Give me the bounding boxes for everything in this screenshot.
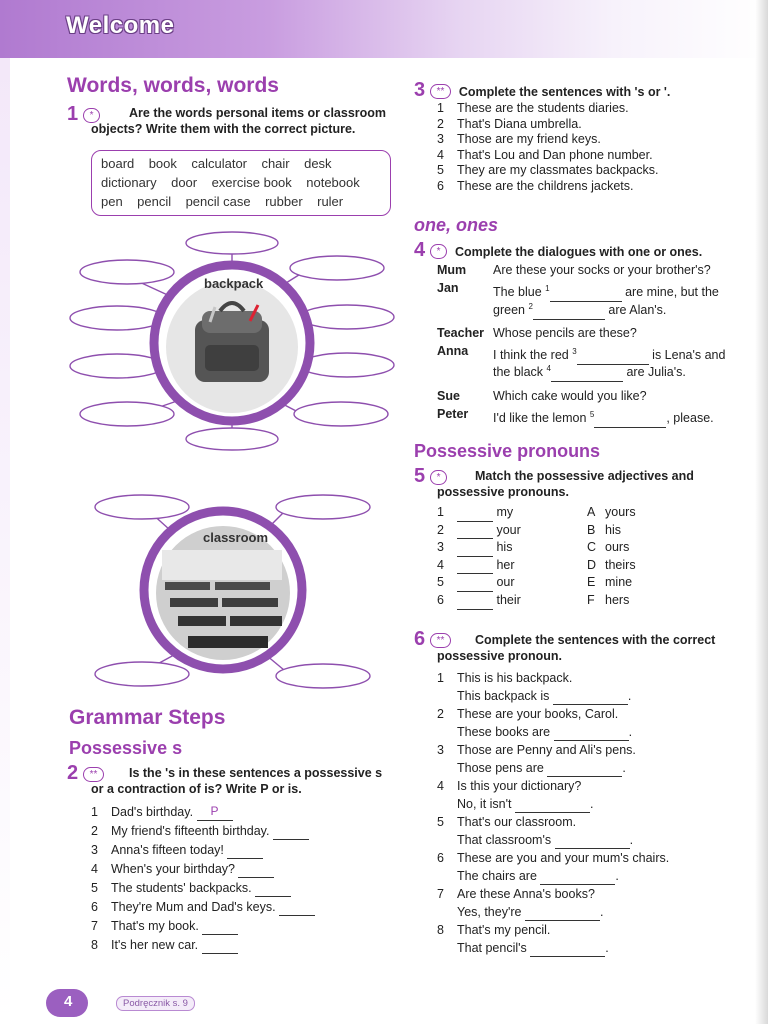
speaker: Teacher: [437, 326, 485, 340]
answer-input[interactable]: [238, 877, 274, 878]
answer-input[interactable]: [457, 609, 493, 610]
textbook-reference: Podręcznik s. 9: [116, 996, 195, 1011]
list-item: 3 Those are my friend keys.: [437, 132, 601, 147]
word: pencil case: [185, 194, 251, 209]
word: exercise book: [211, 175, 292, 190]
list-item: 4 That's Lou and Dan phone number.: [437, 147, 653, 162]
answer-input[interactable]: [227, 858, 263, 859]
answer-input[interactable]: [255, 896, 291, 897]
dialogue-line: Are these your socks or your brother's?: [493, 263, 711, 277]
word: chair: [261, 156, 290, 171]
list-item-answer-line: These books are .: [457, 725, 633, 739]
list-item: 8 That's my pencil.: [437, 923, 551, 937]
speaker: Sue: [437, 389, 460, 403]
exercise-number: 6: [414, 628, 426, 650]
backpack-diagram: [60, 225, 400, 460]
exercise-4-header: [414, 239, 702, 262]
word: calculator: [191, 156, 247, 171]
exercise-number: 2: [67, 762, 79, 784]
answer-input[interactable]: [273, 839, 309, 840]
list-item: 2 My friend's fifteenth birthday.: [91, 822, 391, 840]
speaker: Mum: [437, 263, 467, 277]
answer-input[interactable]: [594, 427, 666, 428]
answer-bubble[interactable]: [186, 232, 278, 254]
list-item: 7 Are these Anna's books?: [437, 887, 595, 901]
answer-input[interactable]: [551, 381, 623, 382]
list-item-answer-line: No, it isn't .: [457, 797, 594, 811]
answer-input[interactable]: [533, 319, 605, 320]
word: rubber: [265, 194, 303, 209]
classroom-label: classroom: [203, 530, 269, 545]
exercise-3-header: [414, 79, 670, 102]
dialogue-2: [437, 325, 757, 380]
list-item: C ours: [587, 540, 630, 555]
word-row-2: [101, 175, 360, 190]
answer-bubble[interactable]: [276, 495, 370, 519]
answer-bubble[interactable]: [70, 306, 164, 330]
dialogue-line: the black $^4$ are Julia's.: [493, 360, 686, 382]
answer-bubble[interactable]: [300, 305, 394, 329]
list-item: 8 It's her new car.: [91, 936, 391, 954]
classroom-diagram: [70, 490, 390, 695]
list-item-answer-line: That pencil's .: [457, 941, 609, 955]
answer-bubble[interactable]: [80, 260, 174, 284]
list-item: 6 They're Mum and Dad's keys.: [91, 898, 391, 916]
page-edge-shadow: [755, 0, 768, 1024]
dialogue-line: The blue $^1$ are mine, but the: [493, 280, 719, 302]
answer-input[interactable]: [279, 915, 315, 916]
exercise-number: 5: [414, 465, 426, 487]
list-item: 3 his: [437, 539, 587, 557]
answer-input[interactable]: [202, 953, 238, 954]
word-row-1: [101, 156, 332, 171]
difficulty-badge: **: [430, 633, 452, 648]
list-item: D theirs: [587, 557, 636, 572]
dialogue-line: green $^2$ are Alan's.: [493, 298, 666, 320]
list-item-answer-line: That classroom's .: [457, 833, 634, 847]
word: pen: [101, 194, 123, 209]
dialogue-1: [437, 262, 757, 322]
exercise-1-instruction: Are the words personal items or classroom objects? Write them with the correct picture.: [91, 106, 387, 136]
difficulty-badge: *: [83, 108, 101, 123]
list-item: A yours: [587, 505, 636, 519]
list-item-answer-line: The chairs are .: [457, 869, 619, 883]
answer-input[interactable]: [202, 934, 238, 935]
list-item: 7 That's my book.: [91, 917, 391, 935]
difficulty-badge: **: [83, 767, 105, 782]
answer-input[interactable]: [530, 956, 605, 957]
section-title-words: Words, words, words: [67, 74, 279, 97]
possessive-s-title: Possessive s: [69, 738, 183, 758]
answer-bubble[interactable]: [70, 354, 164, 378]
exercise-number: 3: [414, 79, 426, 101]
answer-input[interactable]: P: [197, 802, 233, 821]
answer-bubble[interactable]: [300, 353, 394, 377]
dialogue-3: [437, 388, 757, 428]
list-item-answer-line: Those pens are .: [457, 761, 626, 775]
answer-bubble[interactable]: [290, 256, 384, 280]
exercise-5-adjectives: [437, 504, 587, 610]
word-box: [91, 150, 391, 216]
word: book: [148, 156, 177, 171]
exercise-3-list: [437, 101, 747, 195]
list-item: 6 their: [437, 592, 587, 610]
word: notebook: [306, 175, 360, 190]
dialogue-line: Whose pencils are these?: [493, 326, 637, 340]
exercise-2-instruction: Is the 's in these sentences a possessive s or a contraction of is? Write P or is.: [91, 766, 383, 796]
dialogue-line: I think the red $^3$ is Lena's and: [493, 343, 725, 365]
answer-bubble[interactable]: [80, 402, 174, 426]
possessive-pronouns-title: Possessive pronouns: [414, 441, 601, 461]
exercise-2-list: [91, 802, 391, 954]
answer-bubble[interactable]: [186, 428, 278, 450]
exercise-4-instruction: Complete the dialogues with one or ones.: [454, 245, 703, 259]
list-item: 2 These are your books, Carol.: [437, 707, 619, 721]
list-item: 4 When's your birthday?: [91, 860, 391, 878]
one-ones-title: one, ones: [414, 215, 499, 235]
exercise-6-instruction: Complete the sentences with the correct possessive pronoun.: [437, 633, 716, 663]
answer-bubble[interactable]: [276, 664, 370, 688]
speaker: Anna: [437, 344, 469, 358]
dialogue-line: Which cake would you like?: [493, 389, 647, 403]
grammar-steps-title: Grammar Steps: [69, 706, 226, 729]
page-number: 4: [64, 993, 73, 1010]
list-item: 1 my: [437, 504, 587, 522]
list-item: 3 Anna's fifteen today!: [91, 841, 391, 859]
list-item: 5 That's our classroom.: [437, 815, 577, 829]
list-item: F hers: [587, 592, 630, 607]
word: dictionary: [101, 175, 157, 190]
list-item: 3 Those are Penny and Ali's pens.: [437, 743, 636, 757]
exercise-3-instruction: Complete the sentences with 's or '.: [458, 85, 671, 99]
word: board: [101, 156, 135, 171]
exercise-number: 4: [414, 239, 426, 261]
page-title: Welcome: [66, 12, 175, 39]
exercise-5-pronouns: [587, 504, 687, 610]
word: desk: [304, 156, 332, 171]
exercise-6-list: [437, 669, 747, 957]
exercise-number: 1: [67, 103, 79, 125]
answer-bubble[interactable]: [95, 662, 189, 686]
list-item: 6 These are you and your mum's chairs.: [437, 851, 670, 865]
list-item: B his: [587, 522, 621, 537]
list-item: 1 Dad's birthday. P: [91, 802, 391, 821]
list-item: 1 These are the students diaries.: [437, 101, 629, 115]
list-item-answer-line: This backpack is .: [457, 689, 632, 703]
list-item: 5 They are my classmates backpacks.: [437, 163, 659, 178]
word: door: [171, 175, 198, 190]
answer-bubble[interactable]: [294, 402, 388, 426]
backpack-label: backpack: [204, 276, 264, 291]
list-item-answer-line: Yes, they're .: [457, 905, 604, 919]
list-item: E mine: [587, 575, 633, 590]
list-item: 5 our: [437, 574, 587, 592]
word: ruler: [317, 194, 344, 209]
speaker: Jan: [437, 281, 459, 295]
list-item: 6 These are the childrens jackets.: [437, 178, 634, 193]
list-item: 2 That's Diana umbrella.: [437, 116, 582, 131]
list-item: 4 her: [437, 557, 587, 575]
list-item: 5 The students' backpacks.: [91, 879, 391, 897]
difficulty-badge: **: [430, 84, 452, 99]
dialogue-line: I'd like the lemon $^5$ , please.: [493, 406, 714, 428]
difficulty-badge: *: [430, 244, 448, 259]
list-item: 1 This is his backpack.: [437, 671, 573, 685]
backpack-icon: [195, 303, 269, 382]
answer-bubble[interactable]: [95, 495, 189, 519]
left-margin-band: [0, 58, 10, 1024]
exercise-5-instruction: Match the possessive adjectives and possessive pronouns.: [437, 469, 694, 499]
word: pencil: [137, 194, 172, 209]
word-row-3: [101, 194, 343, 209]
list-item: 2 your: [437, 522, 587, 540]
difficulty-badge: *: [430, 470, 448, 485]
list-item: 4 Is this your dictionary?: [437, 779, 582, 793]
speaker: Peter: [437, 407, 469, 421]
